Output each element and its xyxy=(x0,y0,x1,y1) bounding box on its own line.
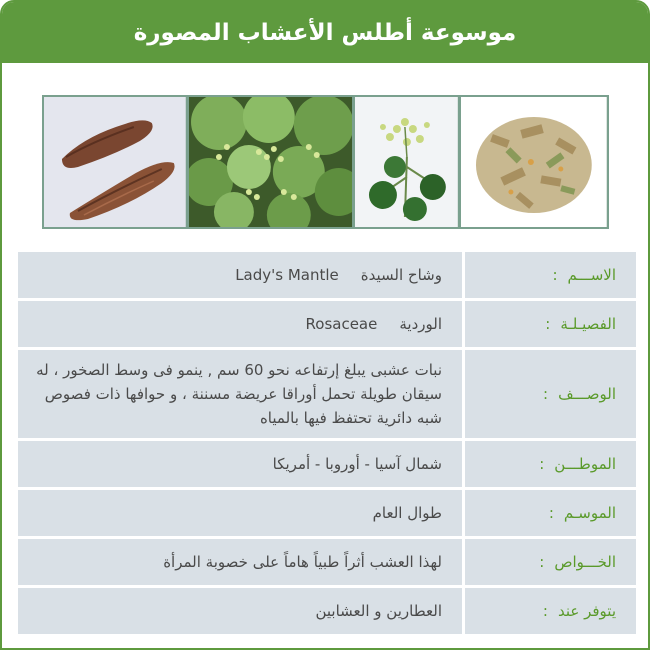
row-label: الموطـــن : xyxy=(465,441,636,487)
table-row xyxy=(18,588,636,634)
row-label: الوصـــف : xyxy=(465,350,636,438)
row-value: وشاح السيدة Lady's Mantle xyxy=(18,252,462,298)
row-value: طوال العام xyxy=(18,490,462,536)
row-label: الموسـم : xyxy=(465,490,636,536)
row-label: الخـــواص : xyxy=(465,539,636,585)
table-row xyxy=(18,441,636,487)
row-value: لهذا العشب أثراً طبياً هاماً على خصوبة المرأة xyxy=(18,539,462,585)
photo-strip xyxy=(42,95,609,229)
table-row xyxy=(18,252,636,298)
row-label: يتوفر عند : xyxy=(465,588,636,634)
herb-info-table xyxy=(18,252,636,637)
plant-leaves-photo xyxy=(189,97,353,227)
table-row xyxy=(18,539,636,585)
row-value: العطارين و العشابين xyxy=(18,588,462,634)
row-label: الفصيـلـة : xyxy=(465,301,636,347)
table-row xyxy=(18,301,636,347)
page-title: موسوعة أطلس الأعشاب المصورة xyxy=(2,2,648,63)
row-value: نبات عشبى يبلغ إرتفاعه نحو 60 سم , ينمو فى وسط الصخور ، له سيقان طويلة تحمل أوراقا عريضة مسننة ، و حوافها ذات فصوص شبه دائرية تحتفظ فيها بالمياه xyxy=(18,350,462,438)
table-row xyxy=(18,350,636,438)
roots-photo xyxy=(44,97,186,227)
row-label: الاســـم : xyxy=(465,252,636,298)
dried-herb-photo xyxy=(461,97,607,227)
plant-specimen-photo xyxy=(355,97,458,227)
table-row xyxy=(18,490,636,536)
row-value: الوردية Rosaceae xyxy=(18,301,462,347)
row-value: شمال آسيا - أوروبا - أمريكا xyxy=(18,441,462,487)
